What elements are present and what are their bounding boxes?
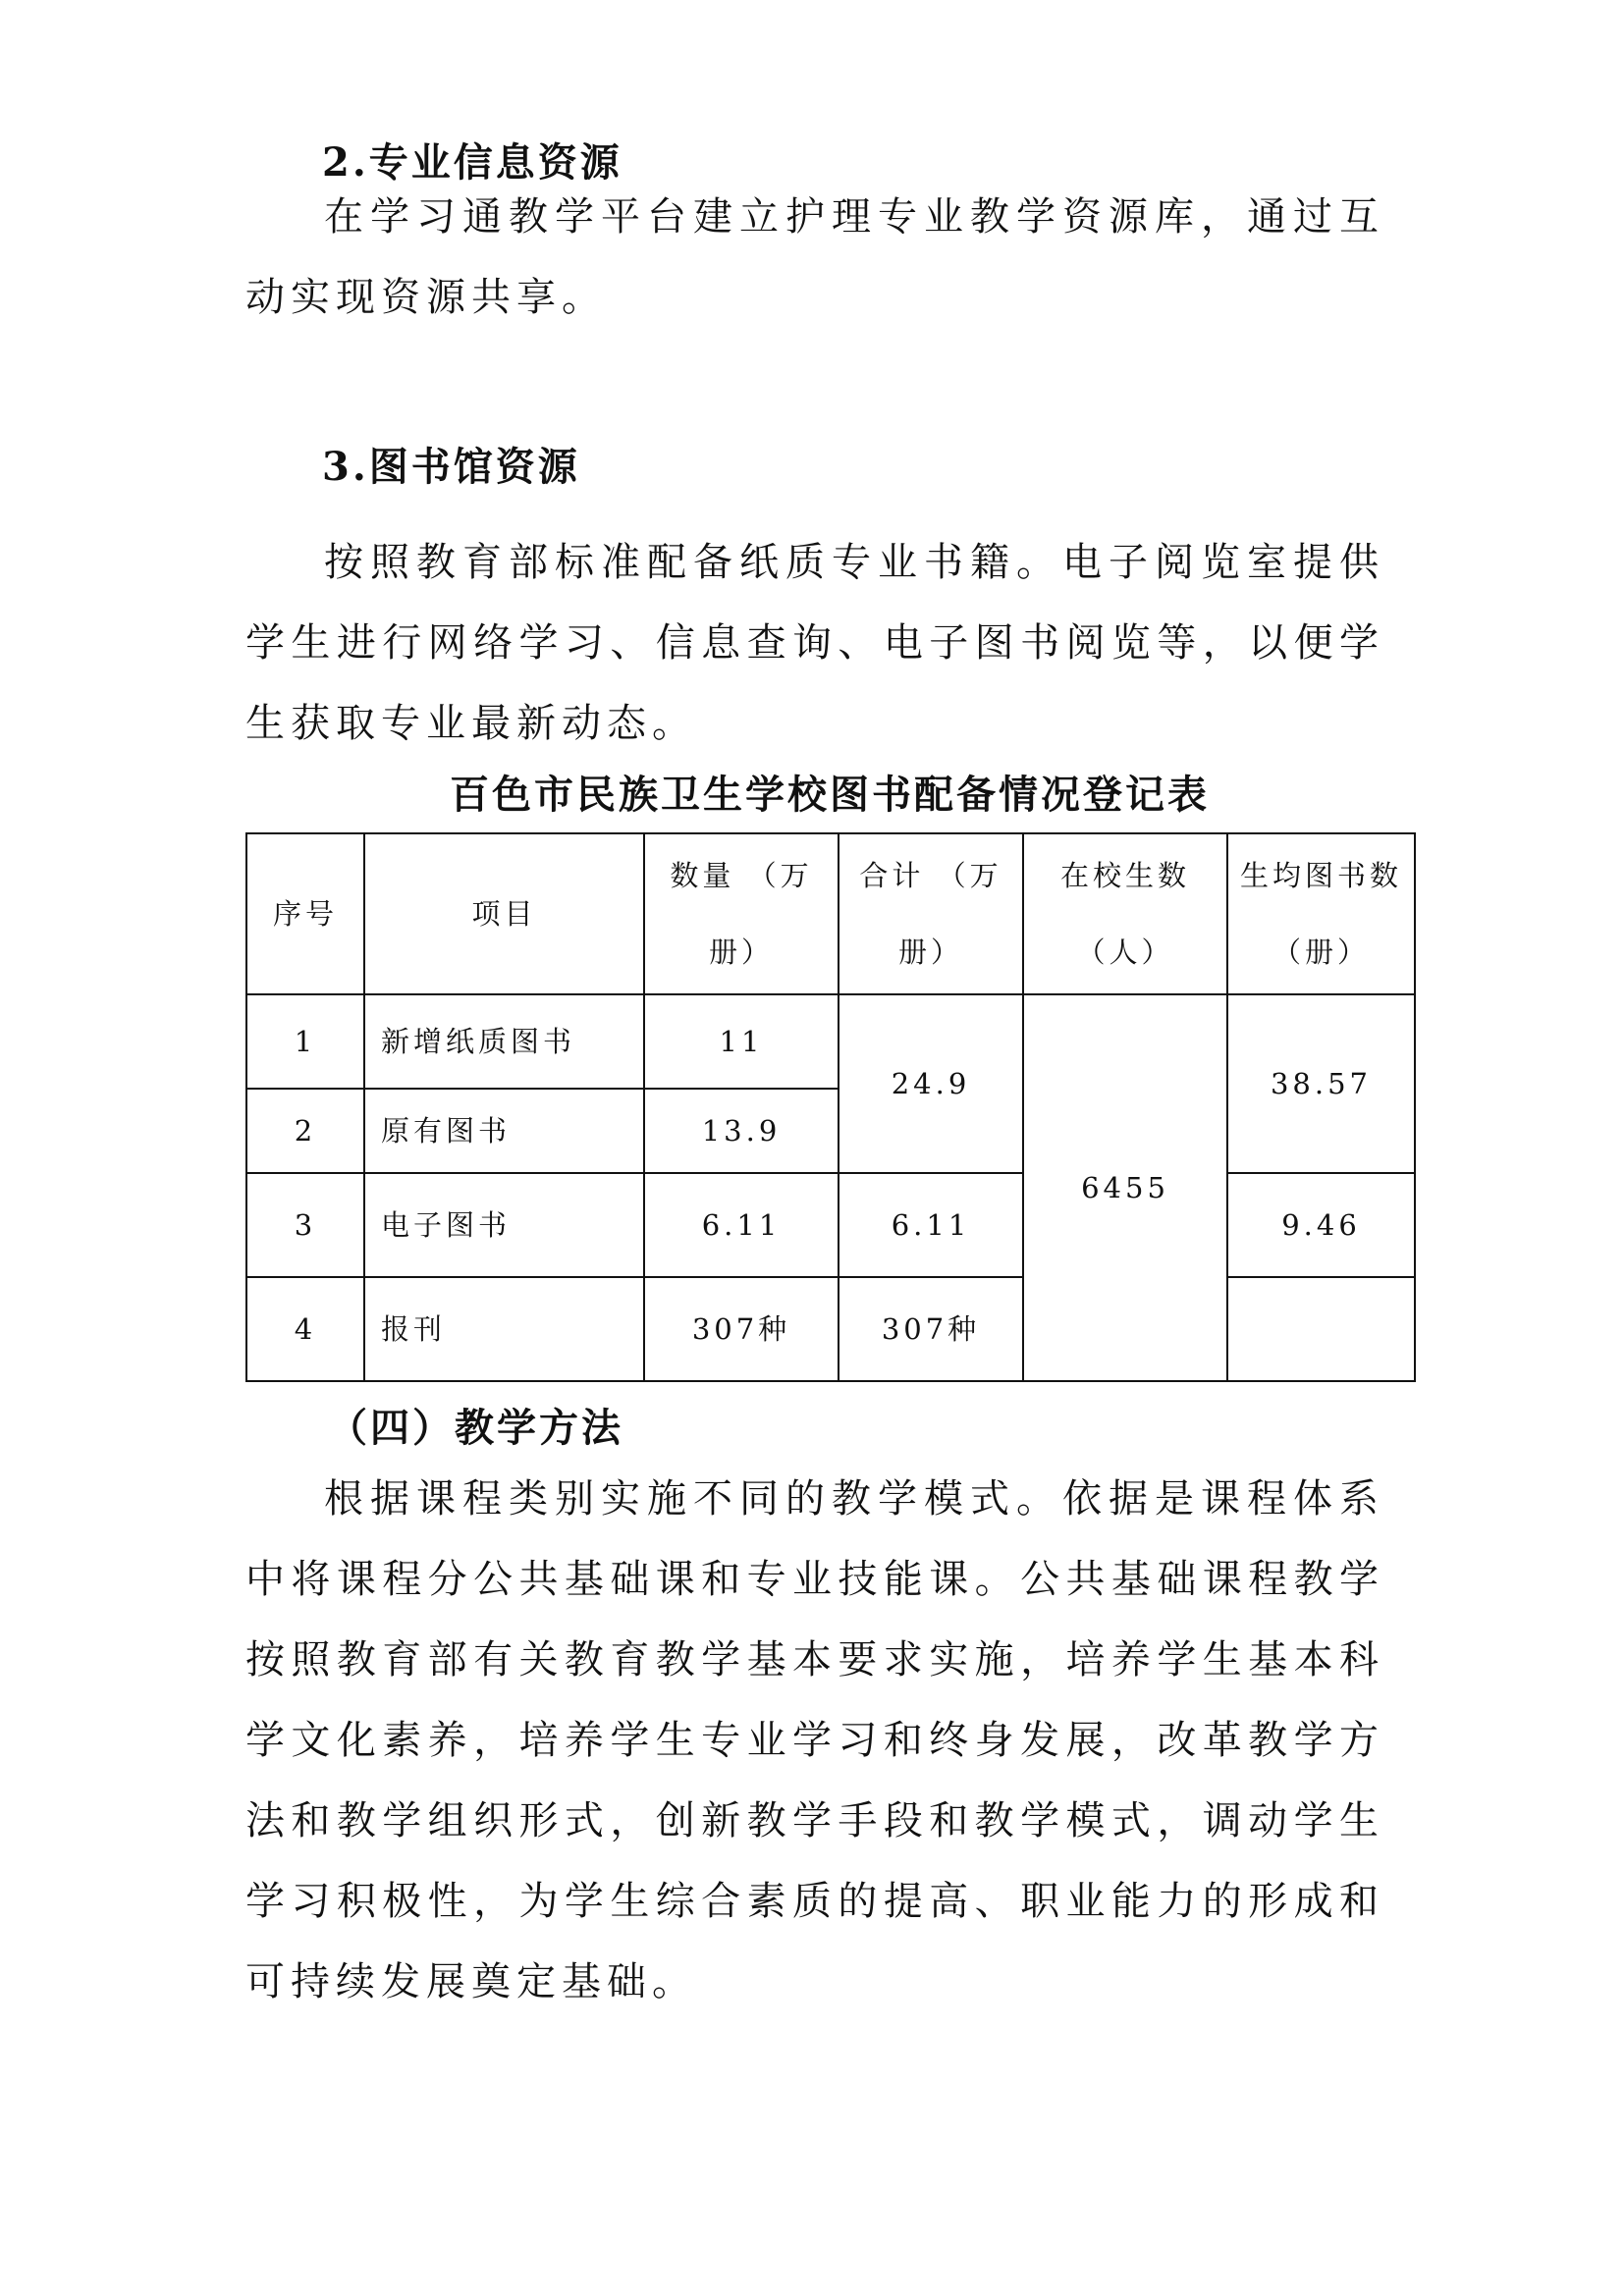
table-row xyxy=(246,1173,1415,1277)
header-quantity: 数量 （万册） xyxy=(644,833,839,994)
cell-students: 6455 xyxy=(1023,994,1227,1381)
cell-index: 2 xyxy=(246,1089,364,1173)
cell-index: 3 xyxy=(246,1173,364,1277)
paragraph-professional-info: 在学习通教学平台建立护理专业教学资源库，通过互动实现资源共享。 xyxy=(245,194,1384,320)
section-heading-professional-info: 2.专业信息资源 xyxy=(322,139,623,186)
cell-index: 4 xyxy=(246,1277,364,1381)
cell-total: 6.11 xyxy=(839,1173,1023,1277)
header-students: 在校生数（人） xyxy=(1023,833,1227,994)
cell-quantity: 307种 xyxy=(644,1277,839,1381)
cell-total: 307种 xyxy=(839,1277,1023,1381)
book-inventory-table xyxy=(245,832,1416,1382)
section-heading-library: 3.图书馆资源 xyxy=(322,444,580,490)
paragraph-library: 按照教育部标准配备纸质专业书籍。电子阅览室提供学生进行网络学习、信息查询、电子图书阅览等，以便学生获取专业最新动态。 xyxy=(245,540,1384,746)
table-caption: 百色市民族卫生学校图书配备情况登记表 xyxy=(450,772,1210,818)
cell-item: 新增纸质图书 xyxy=(364,994,644,1089)
cell-paper-per-student: 38.57 xyxy=(1227,994,1415,1173)
section-heading-teaching-methods: （四）教学方法 xyxy=(328,1405,623,1451)
header-total: 合计 （万册） xyxy=(839,833,1023,994)
table-header-row xyxy=(246,833,1415,994)
cell-paper-total: 24.9 xyxy=(839,994,1023,1173)
header-per-student: 生均图书数（册） xyxy=(1227,833,1415,994)
header-index: 序号 xyxy=(246,833,364,994)
table-row xyxy=(246,994,1415,1089)
cell-item: 原有图书 xyxy=(364,1089,644,1173)
cell-quantity: 13.9 xyxy=(644,1089,839,1173)
cell-index: 1 xyxy=(246,994,364,1089)
cell-item: 报刊 xyxy=(364,1277,644,1381)
table-row xyxy=(246,1277,1415,1381)
paragraph-teaching-methods: 根据课程类别实施不同的教学模式。依据是课程体系中将课程分公共基础课和专业技能课。公共基础课程教学按照教育部有关教育教学基本要求实施，培养学生基本科学文化素养，培养学生专业学习和终身发展，改革教学方法和教学组织形式，创新教学手段和教学模式，调动学生学习积极性，为学生综合素质的提高、职业能力的形成和可持续发展奠定基础。 xyxy=(245,1476,1384,2004)
cell-per-student: 9.46 xyxy=(1227,1173,1415,1277)
cell-per-student xyxy=(1227,1277,1415,1381)
cell-quantity: 6.11 xyxy=(644,1173,839,1277)
cell-item: 电子图书 xyxy=(364,1173,644,1277)
cell-quantity: 11 xyxy=(644,994,839,1089)
header-item: 项目 xyxy=(364,833,644,994)
